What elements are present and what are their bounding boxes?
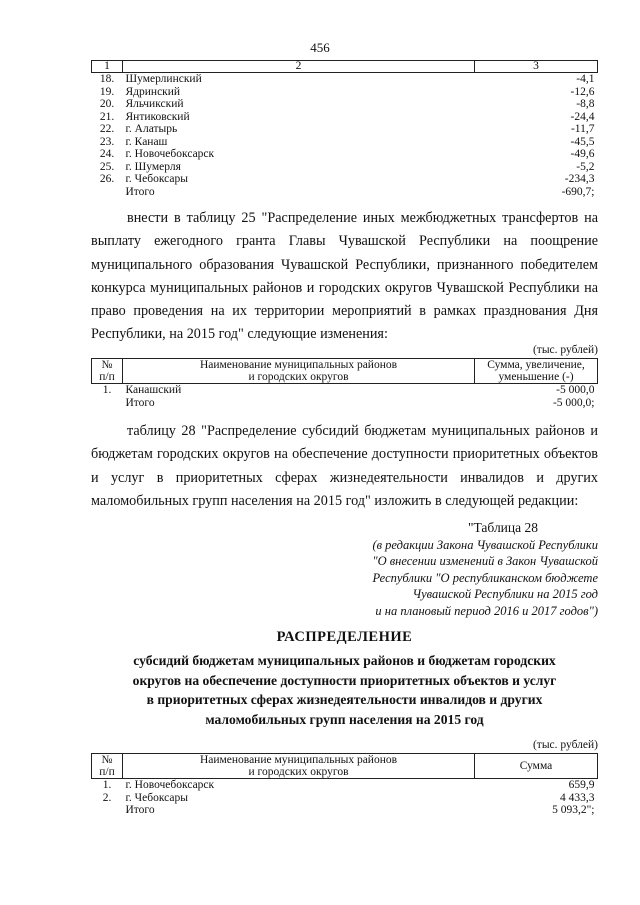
row-number: 18.: [99, 73, 115, 85]
row-value: -45,5: [570, 135, 595, 148]
row-number: 23.: [99, 135, 115, 148]
row-value: 659,9: [568, 779, 595, 791]
amendment-paragraph-table25: внести в таблицу 25 "Распределение иных межбюджетных трансфертов на выплату ежегодного гранта Главы Чувашской Республики на поощрение муниципального образования Чувашской Республики, признанного победителем конкурса муниципальных районов и городских округов Чувашской Республики на право проведения на их территории мероприятий в рамках празднования Дня Республики, на 2015 год" следующие изменения:: [91, 210, 598, 343]
total-value: -690,7;: [561, 185, 595, 198]
row-number: 19.: [99, 85, 115, 98]
table-28-distribution: [91, 753, 598, 817]
page-number: 456: [310, 40, 330, 55]
section-heading: РАСПРЕДЕЛЕНИЕ: [276, 629, 413, 645]
row-number: 1.: [102, 779, 112, 791]
header-col-2: 2: [123, 61, 475, 73]
table-total-row: [92, 804, 598, 817]
table-total-row: [92, 186, 598, 199]
row-name: Яльчикский: [125, 98, 184, 110]
caption-line: Чувашской Республики на 2015 год: [412, 587, 598, 602]
row-number: 21.: [99, 110, 115, 123]
row-name: г. Канаш: [125, 135, 168, 148]
table-header-row: [92, 754, 598, 779]
total-label: Итого: [125, 396, 155, 409]
header-value: Сумма: [475, 754, 598, 779]
header-name: Наименование муниципальных районов и городских округов: [123, 754, 475, 779]
table-continuation: [91, 60, 598, 198]
table-row: [92, 792, 598, 805]
table-row: [92, 384, 598, 397]
row-name: Канашский: [125, 384, 182, 396]
row-name: г. Чебоксары: [125, 173, 188, 185]
row-number: 20.: [99, 98, 115, 110]
header-col-1: 1: [92, 61, 123, 73]
row-name: Ядринский: [125, 85, 181, 98]
row-number: 26.: [99, 173, 115, 185]
row-value: 4 433,3: [560, 791, 595, 804]
row-number: 25.: [99, 160, 115, 173]
header-value: Сумма, увеличение, уменьшение (-): [475, 359, 598, 384]
row-name: Янтиковский: [125, 110, 190, 123]
caption-line: "О внесении изменений в Закон Чувашской: [372, 554, 598, 569]
row-number: 2.: [102, 791, 112, 804]
total-value: 5 093,2";: [552, 804, 595, 816]
row-name: г. Чебоксары: [125, 791, 188, 804]
table-row: [92, 148, 598, 161]
row-value: -12,6: [570, 85, 595, 98]
table-total-row: [92, 397, 598, 410]
row-number: 1.: [102, 384, 112, 396]
caption-title: "Таблица 28: [468, 520, 538, 535]
amendment-paragraph-table28: таблицу 28 "Распределение субсидий бюджетам муниципальных районов и бюджетам городских округов на обеспечение доступности приоритетных объектов и услуг в приоритетных сферах жизнедеятельности инвалидов и других маломобильных групп населения на 2015 год" изложить в следующей редакции:: [91, 423, 598, 509]
caption-line: и на плановый период 2016 и 2017 годов"): [375, 603, 598, 618]
row-value: -8,8: [576, 98, 595, 110]
units-label: (тыс. рублей): [532, 739, 598, 751]
total-label: Итого: [125, 804, 155, 816]
row-value: -24,4: [570, 110, 595, 123]
table-row: [92, 779, 598, 792]
table-row: [92, 73, 598, 86]
row-value: -5,2: [576, 160, 595, 173]
header-name: Наименование муниципальных районов и городских округов: [123, 359, 475, 384]
header-number: № п/п: [92, 359, 123, 384]
row-name: г. Алатырь: [125, 123, 178, 135]
row-value: -49,6: [570, 148, 595, 160]
row-name: Шумерлинский: [125, 73, 202, 85]
table-25-changes: [91, 358, 598, 409]
row-number: 24.: [99, 148, 115, 160]
table-caption: [298, 520, 598, 620]
row-value: -5 000,0: [556, 384, 595, 396]
row-name: г. Новочебоксарск: [125, 779, 215, 791]
row-value: -234,3: [564, 173, 595, 185]
table-row: [92, 123, 598, 136]
row-name: г. Новочебоксарск: [125, 148, 215, 160]
section-subheading: субсидий бюджетам муниципальных районов и бюджетам городских округов на обеспечение доступности приоритетных объектов и услуг в приоритетных сферах жизнедеятельности инвалидов и других маломобильных групп населения на 2015 год: [132, 653, 557, 727]
total-label: Итого: [125, 185, 155, 198]
table-row: [92, 98, 598, 111]
row-number: 22.: [99, 123, 115, 135]
table-row: [92, 86, 598, 99]
row-name: г. Шумерля: [125, 160, 181, 173]
table-row: [92, 161, 598, 174]
table-row: [92, 111, 598, 124]
row-value: -11,7: [570, 123, 595, 135]
table-row: [92, 136, 598, 149]
row-value: -4,1: [576, 73, 595, 85]
caption-line: (в редакции Закона Чувашской Республики: [372, 537, 598, 552]
table-header-row: [92, 359, 598, 384]
total-value: -5 000,0;: [552, 396, 595, 409]
header-col-3: 3: [475, 61, 598, 73]
units-label: (тыс. рублей): [532, 344, 598, 356]
header-number: № п/п: [92, 754, 123, 779]
caption-line: Республики "О республиканском бюджете: [372, 570, 598, 585]
table-header-row: [92, 61, 598, 73]
table-row: [92, 173, 598, 186]
